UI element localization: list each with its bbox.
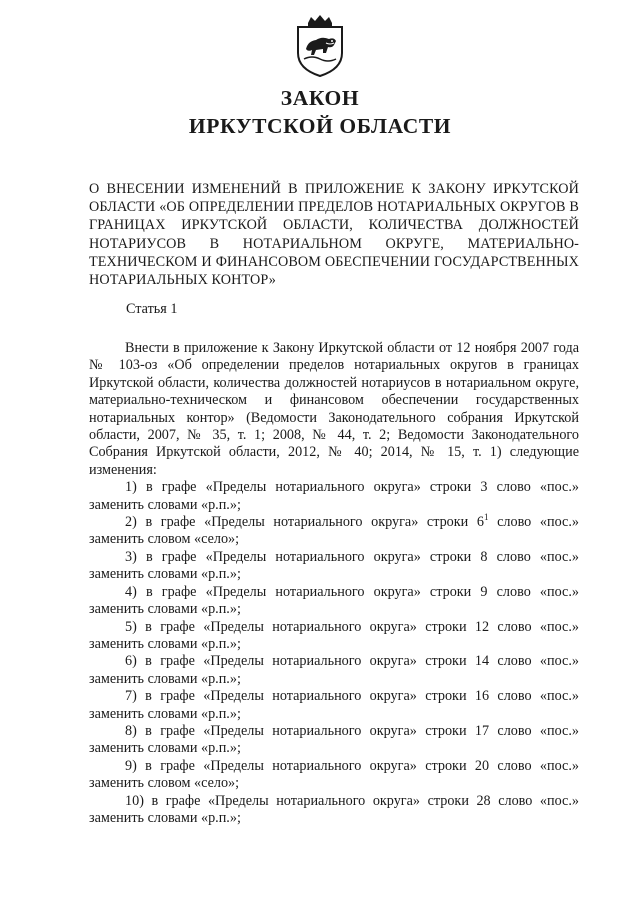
amendment-item-head: 9) в графе «Пределы нотариального округа» строки 20 слово «пос.» bbox=[125, 757, 579, 774]
heading-region: ИРКУТСКОЙ ОБЛАСТИ bbox=[188, 114, 452, 138]
document-body bbox=[89, 340, 579, 827]
amendment-item-tail: заменить словом «село»; bbox=[89, 775, 240, 792]
amendment-item-head: 4) в графе «Пределы нотариального округа» строки 9 слово «пос.» bbox=[125, 583, 579, 600]
article-label: Статья 1 bbox=[126, 301, 178, 317]
amendment-item-tail: заменить словом «село»; bbox=[89, 531, 240, 548]
amendment-item-tail: заменить словами «р.п.»; bbox=[89, 496, 241, 513]
amendment-item-head: 1) в графе «Пределы нотариального округа» строки 3 слово «пос.» bbox=[125, 479, 579, 496]
superscript-index: 1 bbox=[483, 512, 489, 523]
amendment-item bbox=[89, 549, 579, 584]
amendment-item-tail: заменить словами «р.п.»; bbox=[89, 601, 241, 618]
amendment-item-tail: заменить словами «р.п.»; bbox=[89, 705, 241, 722]
amendment-item bbox=[89, 584, 579, 619]
amendment-item-tail: заменить словами «р.п.»; bbox=[89, 635, 241, 652]
amendment-item bbox=[89, 688, 579, 723]
amendment-item-tail: заменить словами «р.п.»; bbox=[89, 740, 241, 757]
amendment-item bbox=[89, 619, 579, 654]
amendment-item-head-pre: 2) в графе «Пределы нотариального округа» строки 6 bbox=[125, 514, 484, 531]
amendment-item-tail: заменить словами «р.п.»; bbox=[89, 809, 241, 826]
amendment-item-head: 5) в графе «Пределы нотариального округа» строки 12 слово «пос.» bbox=[125, 618, 579, 635]
amendment-item bbox=[89, 723, 579, 758]
amendment-item-head: 6) в графе «Пределы нотариального округа» строки 14 слово «пос.» bbox=[125, 653, 579, 670]
amendment-item bbox=[89, 514, 579, 549]
amendment-item bbox=[89, 479, 579, 514]
amendment-item-head: 8) в графе «Пределы нотариального округа» строки 17 слово «пос.» bbox=[125, 722, 579, 739]
amendment-item-tail: заменить словами «р.п.»; bbox=[89, 566, 241, 583]
amendment-item-head: 3) в графе «Пределы нотариального округа» строки 8 слово «пос.» bbox=[125, 548, 579, 565]
amendment-item bbox=[89, 793, 579, 828]
document-title: О ВНЕСЕНИИ ИЗМЕНЕНИЙ В ПРИЛОЖЕНИЕ К ЗАКОНУ ИРКУТСКОЙ ОБЛАСТИ «ОБ ОПРЕДЕЛЕНИИ ПРЕДЕЛОВ НОТАРИАЛЬНЫХ ОКРУГОВ В ГРАНИЦАХ ИРКУТСКОЙ ОБЛАСТИ, КОЛИЧЕСТВА ДОЛЖНОСТЕЙ НОТАРИУСОВ В НОТАРИАЛЬНОМ ОКРУГЕ, МАТЕРИАЛЬНО-ТЕХНИЧЕСКОМ И ФИНАНСОВОМ ОБЕСПЕЧЕНИИ ГОСУДАРСТВЕННЫХ НОТАРИАЛЬНЫХ КОНТОР» bbox=[89, 181, 579, 289]
amendment-item-head bbox=[89, 514, 579, 531]
amendment-item-head: 7) в графе «Пределы нотариального округа» строки 16 слово «пос.» bbox=[125, 688, 579, 705]
amendment-item bbox=[89, 653, 579, 688]
amendment-item bbox=[89, 758, 579, 793]
amendment-item-head: 10) в графе «Пределы нотариального округа» строки 28 слово «пос.» bbox=[125, 792, 579, 809]
amendment-item-tail: заменить словами «р.п.»; bbox=[89, 670, 241, 687]
amendment-item-head-post: слово «пос.» bbox=[488, 514, 579, 531]
intro-paragraph: Внести в приложение к Закону Иркутской области от 12 ноября 2007 года № 103-оз «Об определении пределов нотариальных округов в границах Иркутской области, количества должностей нотариусов в нотариальном округе, материально-техническом и финансовом обеспечении государственных нотариальных контор» (Ведомости Законодательного собрания Иркутской области, 2007, № 35, т. 1; 2008, № 44, т. 2; Ведомости Законодательного Собрания Иркутской области, 2012, № 40; 2014, № 15, т. 1) следующие изменения: bbox=[89, 340, 579, 478]
heading-law: ЗАКОН bbox=[280, 86, 360, 110]
coat-of-arms-icon bbox=[292, 15, 348, 77]
